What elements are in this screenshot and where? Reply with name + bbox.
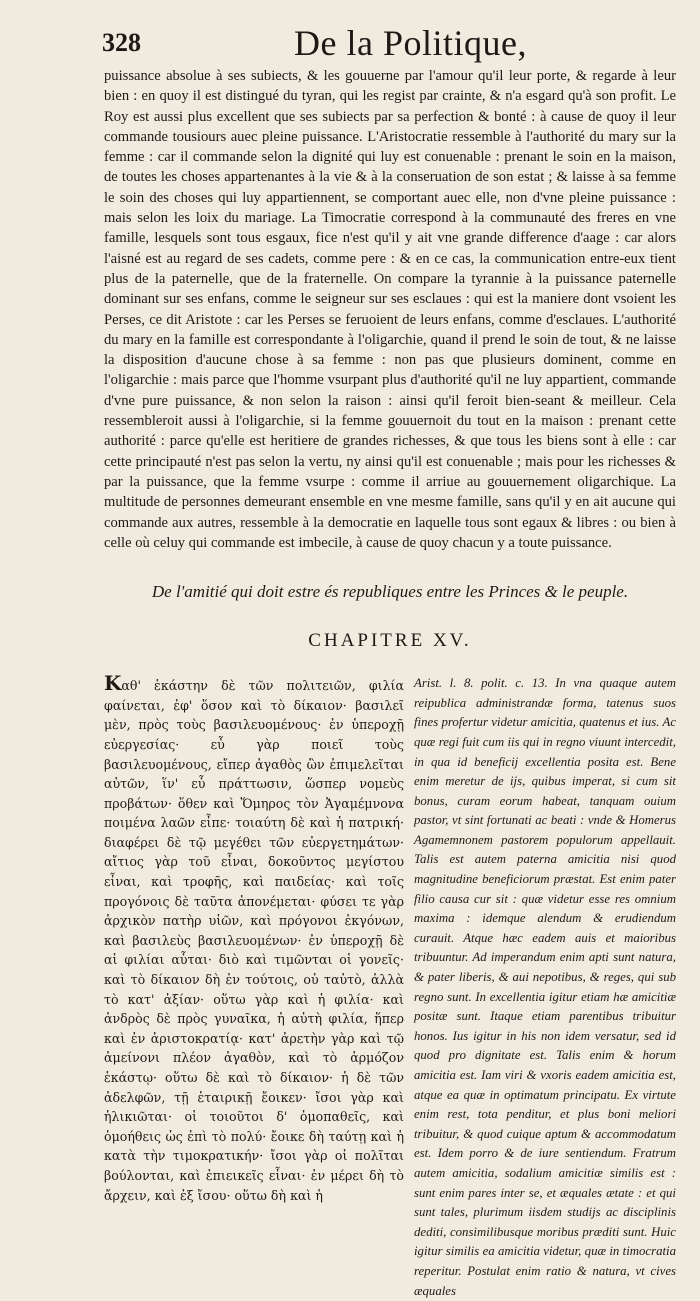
drop-initial: Κ <box>104 671 122 696</box>
greek-column <box>104 671 404 1301</box>
chapter-title: CHAPITRE XV. <box>308 630 472 652</box>
latin-column: Arist. l. 8. polit. c. 13. In vna quaque autem reipublica administrandæ forma, tatenus suos fines profertur videtur amicitia, quatenus et ius. Ac quæ regi fuit cum iis qui in regno viuunt intercedit, in qua id beneficij excellentia posita est. Bene enim meretur de ijs, quibus imperat, si cum sit bonus, curam eorum habeat, tanquam ouium pastor, vt sint fortunati ac beati : vnde & Homerus Agamemnonem pastorem populorum appellauit. Talis est autem paterna amicitia nisi quod magnitudine beneficiorum præstat. Est enim pater filio causa cur sit : quæ videtur esse res omnium maxima : idemque alendum & erudiendum curauit. Atque hæc eadem auis et maioribus tribuuntur. Ad imperandum enim apti sunt natura, & pater liberis, & aui nepotibus, & reges, qui sub regno sunt. In excellentia igitur etiam hæ amicitiæ positæ sunt. Itaque etiam parentibus tribuitur honos. Ius igitur in his non idem versatur, sed id quod pro dignitate est. Talis enim & horum amicitia est. Iam viri & vxoris eadem amicitia est, atque ea quæ in optimatum principatu. Ex virtute enim rest, tota penditur, et plus boni meliori tribuitur, & quod cuique aptum & accommodatum est. Idem porro & de iure sentiendum. Fratrum autem amicitia, sodalium amicitiæ similis est : sunt enim pares inter se, et æquales ætate : et qui sunt tales, plurimum iisdem studijs ac disciplinis dediti, consimilibusque moribus præditi sunt. Huic igitur similis ea amicitia videtur, quæ in timocratia reperitur. Postulat enim ratio & natura, vt cives æquales <box>414 676 676 1298</box>
section-heading: De l'amitié qui doit estre és republiques entre les Princes & le peuple. <box>151 582 629 602</box>
french-body-text: puissance absolue à ses subiects, & les gouuerne par l'amour qu'il leur porte, & regarde à leur bien : en quoy il est distingué du tyran, qui les regist par crainte, & n'a esgard qu'à son profit. Le Roy est aussi plus excellent que ses subiects par sa perfection & bonté : à cause de quoy il leur commande tousiours auec pleine puissance. L'Aristocratie ressemble à l'authorité du mary sur la femme : car il commande selon la dignité qui luy est conuenable : prenant le soin en la maison, de toutes les choses appartenantes à la vie & à la conseruation de son estat ; & laisse à sa femme le soin des choses qui luy appartiennent, se comportant auec elle, non d'vne pleine puissance : mais selon les loix du mariage. La Timocratie correspond à la communauté des freres en vne famille, lesquels sont tous esgaux, fice n'est qu'il y ait vne grande difference d'aage : car alors l'aisné est au regard de ses cadets, comme pere : & en ce cas, la communication entre-eux tient plus de la paternelle, que de la fraternelle. On compare la tyrannie à la puissance paternelle dominant sur ses enfans, comme le seigneur sur ses esclaues : qui est la maniere dont vsoient les Perses, ce dit Aristote : car les Perses se feruoient de leurs enfans, comme d'esclaues. L'authorité du mary en la famille est correspondante à l'oligarchie, quand il prend le soin de tout, & ne laisse la disposition d'aucune chose à sa femme : non pas que plusieurs dominent, comme en l'oligarchie : mais parce que l'homme vsurpant plus d'authorité qu'il ne luy appartient, commande d'vne pure puissance, & non selon la raison : ainsi qu'il feroit bien-seant & meilleur. Cela ressembleroit aussi à l'oligarchie, si la femme gouuernoit du tout en la maison : prenant cette authorité : parce qu'elle est heritiere de grandes richesses, & que tous les biens sont à elle : car cette principauté n'est pas selon la vertu, ny ainsi qu'il est conuenable ; mais pour les richesses & par la puissance, que la femme vsurpe : comme il arriue au gouuernement oligarchique. La multitude de personnes demeurant ensemble en vne mesme famille, sans qu'il y en ait aucune qui commande aux autres, ressemble à la democratie en laquelle tous sont egaux & libres : ou bien à celle où celuy qui commande est imbecile, à cause de quoy chacun y a toute puissance. <box>104 68 676 551</box>
page-header <box>104 14 676 66</box>
two-column-text <box>104 671 676 1301</box>
greek-text: αθ' ἑκάστην δὲ τῶν πολιτειῶν, φιλία φαίνεται, ἐφ' ὅσον καὶ τὸ δίκαιον· βασιλεῖ μὲν, πρὸς τοὺς βασιλευομένους· ἐν ὑπεροχῇ εὐεργεσίας· εὖ γὰρ ποιεῖ τοὺς βασιλευομένους, εἴπερ ἀγαθὸς ὢν ἐπιμελεῖται αὐτῶν, ἵν' εὖ πράττωσιν, ὥσπερ νομεὺς προβάτων· ὅθεν καὶ Ὅμηρος τὸν Ἀγαμέμνονα ποιμένα λαῶν εἶπε· τοιαύτη δὲ καὶ ἡ πατρική· διαφέρει δὲ τῷ μεγέθει τῶν εὐεργετημάτων· αἴτιος γὰρ τοῦ εἶναι, δοκοῦντος μεγίστου εἶναι, καὶ τροφῆς, καὶ παιδείας· καὶ τοῖς προγόνοις δὲ ταῦτα ἀπονέμεται· φύσει τε γὰρ ἀρχικὸν πατὴρ υἱῶν, καὶ πρόγονοι ἐκγόνων, καὶ βασιλεὺς βασιλευομένων· ἐν ὑπεροχῇ δὲ αἱ φιλίαι αὗται· διὸ καὶ τιμῶνται οἱ γονεῖς· καὶ τὸ δίκαιον δὴ ἐν τούτοις, οὐ ταὐτὸ, ἀλλὰ τὸ κατ' ἀξίαν· οὕτω γὰρ καὶ ἡ φιλία· καὶ ἀνδρὸς δὲ πρὸς γυναῖκα, ἡ αὐτὴ φιλία, ἥπερ καὶ ἐν ἀριστοκρατίᾳ· κατ' ἀρετὴν γὰρ καὶ τῷ ἀμείνονι πλέον ἀγαθὸν, καὶ τὸ ἁρμόζον ἑκάστῳ· οὕτω δὲ καὶ τὸ δίκαιον· ἡ δὲ τῶν ἀδελφῶν, τῇ ἑταιρικῇ ἔοικεν· ἴσοι γὰρ καὶ ἡλικιῶται· οἱ τοιοῦτοι δ' ὁμοπαθεῖς, καὶ ὁμοήθεις ὡς ἐπὶ τὸ πολύ· ἔοικε δὴ ταύτῃ καὶ ἡ κατὰ τὴν τιμοκρατικήν· ἴσοι γὰρ οἱ πολῖται βούλονται, καὶ ἐπιεικεῖς εἶναι· ἐν μέρει δὴ τὸ ἄρχειν, καὶ ἐξ ἴσου· οὕτω δὴ καὶ ἡ <box>104 678 404 1203</box>
page-number: 328 <box>102 28 141 57</box>
running-head: De la Politique, <box>294 23 527 63</box>
